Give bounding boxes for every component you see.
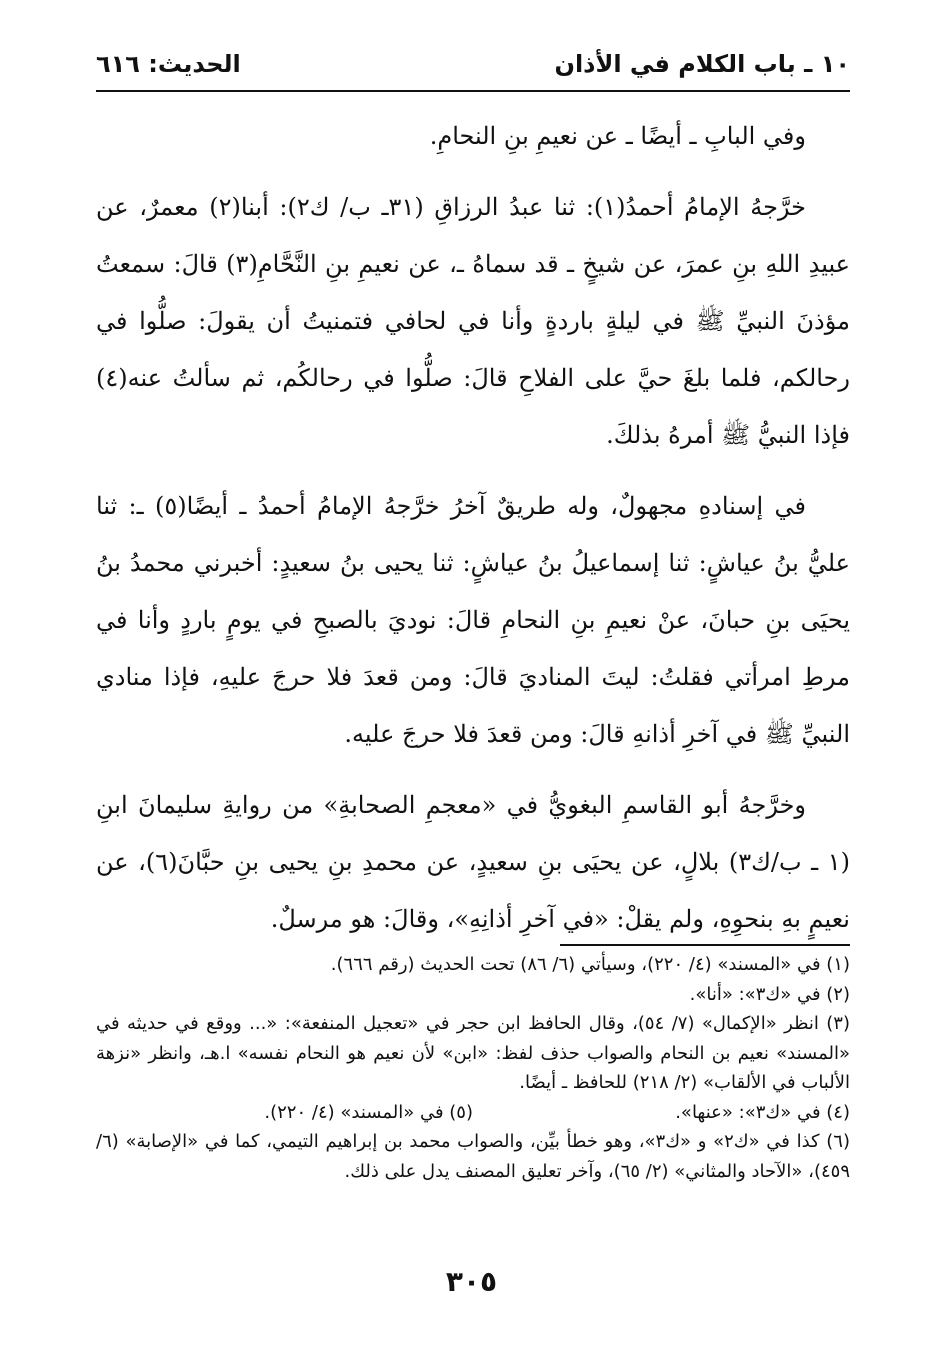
footnote-6: (٦) كذا في «ك٢» و «ك٣»، وهو خطأ بيِّن، والصواب محمد بن إبراهيم التيمي، كما في «الإصابة» (٦/ ٤٥٩)، «الآحاد والمثاني» (٢/ ٦٥)، وآخر تعليق المصنف يدل على ذلك.	[96, 1131, 850, 1182]
paragraph-4: وخرَّجهُ أبو القاسمِ البغويُّ في «معجمِ الصحابةِ» من روايةِ سليمانَ ابنِ (١ ـ ب/ك٣) بلالٍ، عن يحيَى بنِ سعيدٍ، عن محمدِ بنِ يحيى بنِ حبَّانَ(٦)، عن نعيمٍ بهِ بنحوِهِ، ولم يقلْ: «في آخرِ أذانِهِ»، وقالَ: هو مرسلٌ.	[96, 791, 851, 933]
paragraph-1: وفي البابِ ـ أيضًا ـ عن نعيمِ بنِ النحامِ.	[429, 122, 806, 150]
footnote-5: (٥) في «المسند» (٤/ ٢٢٠).	[264, 1101, 473, 1123]
footnote-separator	[560, 944, 850, 946]
footnote-2: (٢) في «ك٣»: «أنا».	[689, 983, 850, 1005]
footnote-1: (١) في «المسند» (٤/ ٢٢٠)، وسيأتي (٦/ ٨٦) تحت الحديث (رقم ٦٦٦).	[330, 954, 850, 975]
main-text	[96, 108, 850, 962]
hadith-number: الحديث: ٦١٦	[96, 50, 241, 78]
footnotes	[96, 950, 850, 1186]
chapter-title: ١٠ ـ باب الكلام في الأذان	[554, 50, 850, 78]
page-number: ٣٠٥	[445, 1265, 498, 1298]
paragraph-2: خرَّجهُ الإمامُ أحمدُ(١): ثنا عبدُ الرزاقِ (٣١ـ ب/ ك٢): أبنا(٢) معمرٌ، عن عبيدِ اللهِ بنِ عمرَ، عن شيخٍ ـ قد سماهُ ـ، عن نعيمِ بنِ النَّحَّامِ(٣) قالَ: سمعتُ مؤذنَ النبيِّ ﷺ في ليلةٍ باردةٍ وأنا في لحافي فتمنيتُ أن يقولَ: صلُّوا في رحالكم، فلما بلغَ حيَّ على الفلاحِ قالَ: صلُّوا في رحالكُم، ثم سألتُ عنه(٤) فإذا النبيُّ ﷺ أمرهُ بذلكَ.	[96, 193, 851, 449]
footnote-row-4-5	[96, 1098, 850, 1128]
footnote-3: (٣) انظر «الإكمال» (٧/ ٥٤)، وقال الحافظ ابن حجر في «تعجيل المنفعة»: «... ووقع في حديثه في «المسند» نعيم بن النحام والصواب حذف لفظ: «ابن» لأن نعيم هو النحام نفسه» ا.هـ، وانظر «نزهة الألباب في الألقاب» (٢/ ٢١٨) للحافظ ـ أيضًا.	[96, 1013, 850, 1093]
paragraph-3: في إسنادهِ مجهولٌ، وله طريقٌ آخرُ خرَّجهُ الإمامُ أحمدُ ـ أيضًا(٥) ـ: ثنا عليُّ بنُ عياشٍ: ثنا إسماعيلُ بنُ عياشٍ: ثنا يحيى بنُ سعيدٍ: أخبرني محمدُ بنُ يحيَى بنِ حبانَ، عنْ نعيمِ بنِ النحامِ قالَ: نوديَ بالصبحِ في يومٍ باردٍ وأنا في مرطِ امرأتي فقلتُ: ليتَ المناديَ قالَ: ومن قعدَ فلا حرجَ عليهِ، فإذا منادي النبيِّ ﷺ في آخرِ أذانهِ قالَ: ومن قعدَ فلا حرجَ عليه.	[96, 492, 850, 748]
running-header	[96, 50, 850, 92]
footnote-4: (٤) في «ك٣»: «عنها».	[675, 1101, 850, 1123]
